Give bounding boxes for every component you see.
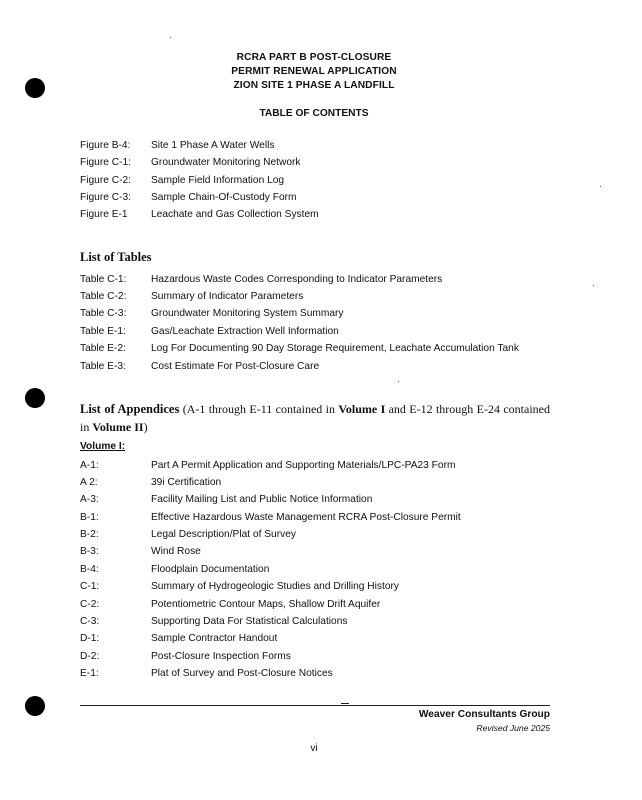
table-label: Table E-2: (80, 343, 126, 354)
figure-label: Figure B-4: (80, 140, 131, 151)
footer-revised-date: Revised June 2025 (476, 723, 550, 733)
figure-title: Sample Field Information Log (151, 175, 285, 186)
page-number: vi (310, 743, 318, 754)
appendix-label: E-1: (80, 668, 99, 679)
appendix-title: Part A Permit Application and Supporting Materials/LPC-PA23 Form (151, 460, 456, 471)
document-header (0, 51, 628, 93)
table-title: Hazardous Waste Codes Corresponding to Indicator Parameters (151, 274, 443, 285)
appendix-title: Summary of Hydrogeologic Studies and Drilling History (151, 581, 399, 592)
appendix-title: Plat of Survey and Post-Closure Notices (151, 668, 333, 679)
table-title: Summary of Indicator Parameters (151, 291, 304, 302)
appendices-intro-text-b: and E-12 through E-24 (388, 402, 500, 416)
scan-speck (600, 186, 601, 187)
table-label: Table C-3: (80, 308, 127, 319)
figure-label: Figure C-2: (80, 175, 131, 186)
figure-label: Figure C-3: (80, 192, 131, 203)
scan-speck (593, 285, 594, 286)
list-of-tables-heading: List of Tables (80, 250, 152, 264)
volume-i-heading: Volume I: (80, 441, 126, 452)
header-line-3: ZION SITE 1 PHASE A LANDFILL (233, 80, 395, 91)
binder-hole-bottom (25, 696, 45, 716)
appendix-label: C-1: (80, 581, 100, 592)
footer-divider (80, 705, 550, 706)
scan-speck (170, 37, 171, 38)
list-of-appendices-heading: List of Appendices (80, 402, 180, 416)
appendix-label: D-1: (80, 633, 100, 644)
appendix-title: Wind Rose (151, 546, 201, 557)
appendix-title: Potentiometric Contour Maps, Shallow Drift Aquifer (151, 599, 381, 610)
volume-ii-reference: Volume II (92, 420, 144, 434)
appendix-label: B-4: (80, 564, 99, 575)
appendices-intro-text-d: ) (143, 420, 148, 434)
appendix-title: Supporting Data For Statistical Calculations (151, 616, 348, 627)
scan-speck (398, 381, 399, 382)
appendix-title: Post-Closure Inspection Forms (151, 651, 291, 662)
appendix-label: C-3: (80, 616, 100, 627)
table-label: Table E-3: (80, 361, 126, 372)
appendix-label: D-2: (80, 651, 100, 662)
table-label: Table E-1: (80, 326, 126, 337)
footer-divider-mark (341, 703, 349, 704)
table-title: Groundwater Monitoring System Summary (151, 308, 344, 319)
figure-title: Site 1 Phase A Water Wells (151, 140, 275, 151)
appendices-intro-text-c: contained in (80, 402, 550, 434)
volume-i-reference: Volume I (338, 402, 386, 416)
header-line-2: PERMIT RENEWAL APPLICATION (231, 66, 397, 77)
table-title: Gas/Leachate Extraction Well Information (151, 326, 339, 337)
appendix-title: Sample Contractor Handout (151, 633, 278, 644)
table-title: Log For Documenting 90 Day Storage Requirement, Leachate Accumulation Tank (151, 343, 519, 354)
appendix-title: Legal Description/Plat of Survey (151, 529, 296, 540)
figure-label: Figure E-1 (80, 209, 128, 220)
header-line-1: RCRA PART B POST-CLOSURE (236, 52, 392, 63)
appendix-label: B-2: (80, 529, 99, 540)
appendix-title: Facility Mailing List and Public Notice Information (151, 494, 373, 505)
figure-title: Leachate and Gas Collection System (151, 209, 319, 220)
table-label: Table C-1: (80, 274, 127, 285)
appendix-label: A-1: (80, 460, 99, 471)
appendices-intro-text-a: (A-1 through E-11 contained in (182, 402, 335, 416)
appendix-title: 39i Certification (151, 477, 222, 488)
appendix-label: C-2: (80, 599, 100, 610)
appendix-label: B-3: (80, 546, 99, 557)
figure-label: Figure C-1: (80, 157, 131, 168)
appendix-title: Floodplain Documentation (151, 564, 270, 575)
appendix-label: A 2: (80, 477, 98, 488)
appendix-label: B-1: (80, 512, 99, 523)
footer-company: Weaver Consultants Group (418, 709, 550, 720)
table-title: Cost Estimate For Post-Closure Care (151, 361, 320, 372)
appendix-label: A-3: (80, 494, 99, 505)
figure-title: Groundwater Monitoring Network (151, 157, 301, 168)
appendix-title: Effective Hazardous Waste Management RCRA Post-Closure Permit (151, 512, 461, 523)
toc-title: TABLE OF CONTENTS (259, 108, 369, 119)
table-label: Table C-2: (80, 291, 127, 302)
appendices-intro (80, 400, 550, 436)
figure-title: Sample Chain-Of-Custody Form (151, 192, 297, 203)
binder-hole-middle (25, 388, 45, 408)
